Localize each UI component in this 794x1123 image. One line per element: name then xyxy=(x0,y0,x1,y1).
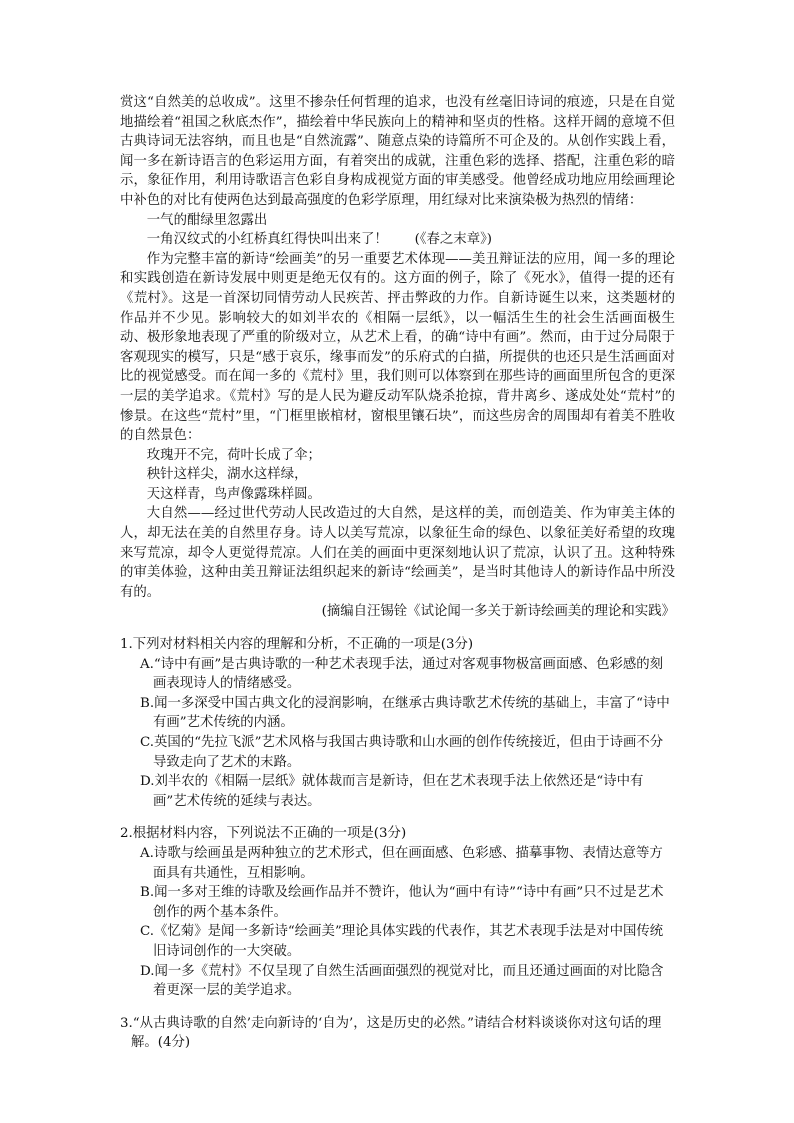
poem-excerpt-1 xyxy=(120,211,675,250)
source-citation: (摘编自汪锡铨《试论闻一多关于新诗绘画美的理论和实践》 xyxy=(321,604,675,620)
option-b: B.闻一多深受中国古典文化的浸润影响，在继承古典诗歌艺术传统的基础上，丰富了“诗中有画”艺术传统的内涵。 xyxy=(140,695,670,731)
option-a: A.“诗中有画”是古典诗歌的一种艺术表现手法，通过对客观事物极富画面感、色彩感的刻画表现诗人的情绪感受。 xyxy=(140,656,664,692)
poem-excerpt-2 xyxy=(120,446,675,505)
option-c: C.英国的“先拉飞派”艺术风格与我国古典诗歌和山水画的创作传统接近，但由于诗画不分导致走向了艺术的末路。 xyxy=(140,735,664,770)
question-3 xyxy=(120,1014,675,1053)
option-d: D.闻一多《荒村》不仅呈现了自然生活画面强烈的视觉对比，而且还通过画面的对比隐含着更深一层的美学追求。 xyxy=(140,963,664,999)
passage-paragraph-2: 作为完整丰富的新诗“绘画美”的另一重要艺术体现——美丑辩证法的应用，闻一多的理论和实践创造在新诗发展中则更是绝无仅有的。这方面的例子，除了《死水》，值得一提的还有《荒村》。这是一首深切同情劳动人民疾苦、抨击弊政的力作。自新诗诞生以来，这类题材的作品并不少见。影响较大的如刘半农的《相隔一层纸》，以一幅活生生的社会生活画面极生动、极形象地表现了严重的阶级对立，从艺术上看，的确“诗中有画”。然而，由于过分局限于客观现实的模写，只是“感于哀乐，缘事而发”的乐府式的白描，所提供的也还只是生活画面对比的视觉感受。而在闻一多的《荒村》里，我们则可以体察到在那些诗的画面里所包含的更深一层的美学追求。《荒村》写的是人民为避反动军队烧杀抢掠，背井离乡、遂成处处“荒村”的惨景。在这些“荒村”里，“门框里嵌棺材，窗根里镶石块”，而这些房舍的周围却有着美不胜收的自然景色： xyxy=(120,251,675,444)
passage-paragraph-1: 赏这“自然美的总收成”。这里不掺杂任何哲理的追求，也没有丝毫旧诗词的痕迹，只是在自觉地描绘着“祖国之秋底杰作”，描绘着中华民族向上的精神和坚贞的性格。这样开阔的意境不但古典诗词无法容纳，而且也是“自然流露”、随意点染的诗篇所不可企及的。从创作实践上看，闻一多在新诗语言的色彩运用方面，有着突出的成就，注重色彩的选择、搭配，注重色彩的暗示，象征作用，利用诗歌语言色彩自身构成视觉方面的审美感受。他曾经成功地应用绘画理论中补色的对比有使两色达到最高强度的色彩学原理，用红绿对比来演染极为热烈的情绪： xyxy=(120,95,675,208)
poem-line: 天这样青，鸟声像露珠样圆。 xyxy=(146,486,321,502)
question-2 xyxy=(120,824,675,1000)
question-stem: 3.“从古典诗歌的自然’走向新诗的‘自为’，这是历史的必然。”请结合材料谈谈你对这句话的理解。(4分) xyxy=(120,1015,662,1051)
option-d: D.刘半农的《相隔一层纸》就体裁而言是新诗，但在艺术表现手法上依然还是“诗中有画”艺术传统的延续与表达。 xyxy=(140,774,644,809)
passage-paragraph-3: 大自然——经过世代劳动人民改造过的大自然，是这样的美，而创造美、作为审美主体的人，却无法在美的自然里存身。诗人以美写荒凉，以象征生命的绿色、以象征美好希望的玫瑰来写荒凉，却令人更觉得荒凉。人们在美的画面中更深刻地认识了荒凉，认识了丑。这种特殊的审美体验，这种由美丑辩证法组织起来的新诗“绘画美”，是当时其他诗人的新诗作品中所没有的。 xyxy=(120,506,675,600)
poem-line: 玫瑰开不完，荷叶长成了伞； xyxy=(146,447,321,463)
option-c: C.《忆菊》是闻一多新诗“绘画美”理论具体实践的代表作，其艺术表现手法是对中国传统旧诗词创作的一大突破。 xyxy=(140,924,664,959)
question-stem: 1.下列对材料相关内容的理解和分析，不正确的一项是(3分) xyxy=(120,637,474,653)
option-a: A.诗歌与绘画虽是两种独立的艺术形式，但在画面感、色彩感、描摹事物、表情达意等方面具有共通性，互相影响。 xyxy=(140,845,663,881)
poem-line: 秧针这样尖，湖水这样绿， xyxy=(146,467,308,483)
poem-line: 一气的酣绿里忽露出 xyxy=(146,212,268,228)
poem-line: 一角汉纹式的小红桥真红得快叫出来了！ (《春之末章》) xyxy=(146,232,492,248)
option-b: B.闻一多对王维的诗歌及绘画作品并不赞许，他认为“画中有诗”“诗中有画”只不过是艺术创作的两个基本条件。 xyxy=(140,885,664,920)
question-1 xyxy=(120,635,675,811)
question-stem: 2.根据材料内容，下列说法不正确的一项是(3分) xyxy=(120,826,407,842)
document-page xyxy=(120,93,675,1053)
